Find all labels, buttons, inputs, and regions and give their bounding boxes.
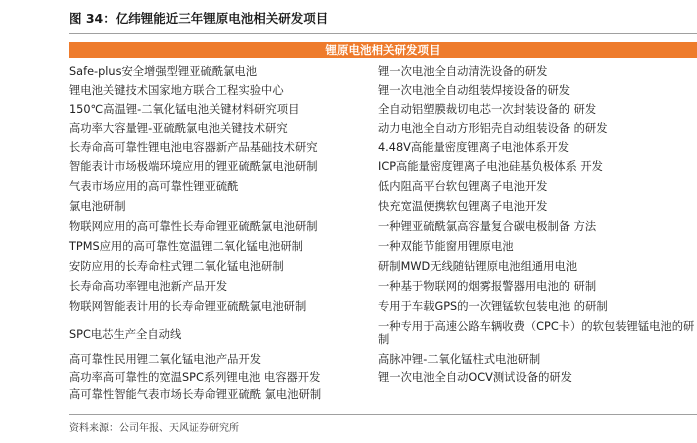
figure-title: 图 34：亿纬锂能近三年锂原电池相关研发项目 [69, 11, 329, 26]
project-right: 高脉冲锂-二氧化锰柱式电池研制 [378, 353, 541, 366]
project-right: 一种锂亚硫酰氯高容量复合碳电极制备 方法 [378, 220, 597, 233]
project-left: SPC电芯生产全自动线 [69, 328, 182, 341]
project-right: ICP高能量密度锂离子电池硅基负极体系 开发 [378, 160, 603, 173]
table-row [69, 277, 697, 296]
project-right: 锂一次电池全自动OCV测试设备的研发 [378, 371, 572, 384]
table-row [69, 157, 697, 176]
project-left: 长寿命高可靠性锂电池电容器新产品基础技术研究 [69, 141, 318, 154]
project-left: 氯电池研制 [69, 200, 126, 213]
table-row [69, 297, 697, 316]
project-right: 全自动铝塑膜裁切电芯一次封装设备的 研发 [378, 103, 597, 116]
table-row [69, 350, 697, 369]
project-right: 动力电池全自动方形铝壳自动组装设备 的研发 [378, 122, 608, 135]
table-row [69, 138, 697, 157]
project-right: 快充宽温便携软包锂离子电池开发 [378, 200, 548, 213]
project-left: 高功率高可靠性的宽温SPC系列锂电池 电容器开发 [69, 371, 321, 384]
table-row [69, 257, 697, 276]
bottom-divider [69, 414, 697, 415]
project-left: 气表市场应用的高可靠性锂亚硫酰 [69, 180, 239, 193]
table-row [69, 197, 697, 216]
project-left: 安防应用的长寿命柱式锂二氧化锰电池研制 [69, 260, 284, 273]
project-right: 一种基于物联网的烟雾报警器用电池的 研制 [378, 280, 597, 293]
table-row [69, 119, 697, 138]
table-row [69, 81, 697, 100]
project-right: 一种专用于高速公路车辆收费（CPC卡）的软包装锂锰电池的研制 [378, 320, 695, 346]
project-left: 物联网应用的高可靠性长寿命锂亚硫酰氯电池研制 [69, 220, 318, 233]
table-row [69, 385, 697, 404]
table-row [69, 177, 697, 196]
table-row [69, 217, 697, 236]
table-row [69, 100, 697, 119]
project-left: 高可靠性民用锂二氧化锰电池产品开发 [69, 353, 262, 366]
project-left: Safe-plus安全增强型锂亚硫酰氯电池 [69, 65, 258, 78]
project-right: 专用于车载GPS的一次锂锰软包装电池 的研制 [378, 300, 608, 313]
project-left: 物联网智能表计用的长寿命锂亚硫酰氯电池研制 [69, 300, 307, 313]
project-left: 智能表计市场极端环境应用的锂亚硫酰氯电池研制 [69, 160, 318, 173]
project-right: 一种双能节能窗用锂原电池 [378, 240, 514, 253]
project-left: 高功率大容量锂-亚硫酰氯电池关键技术研究 [69, 122, 288, 135]
source-note: 资料来源：公司年报、天风证券研究所 [69, 423, 239, 434]
project-right: 低内阻高平台软包锂离子电池开发 [378, 180, 548, 193]
project-left: TPMS应用的高可靠性宽温锂二氧化锰电池研制 [69, 240, 303, 253]
project-right: 锂一次电池全自动清洗设备的研发 [378, 65, 548, 78]
project-right: 研制MWD无线随钻锂原电池组通用电池 [378, 260, 578, 273]
table-row [69, 237, 697, 256]
table-row [69, 320, 697, 348]
project-left: 150℃高温锂-二氧化锰电池关键材料研究项目 [69, 103, 300, 116]
table-header: 锂原电池相关研发项目 [69, 42, 697, 58]
project-right: 锂一次电池全自动组装焊接设备的研发 [378, 84, 571, 97]
project-left: 锂电池关键技术国家地方联合工程实验中心 [69, 84, 284, 97]
table-row [69, 62, 697, 81]
title-divider [69, 33, 697, 34]
project-left: 高可靠性智能气表市场长寿命锂亚硫酰 氯电池研制 [69, 388, 322, 401]
project-right: 4.48V高能量密度锂离子电池体系开发 [378, 141, 570, 154]
project-left: 长寿命高功率锂电池新产品开发 [69, 280, 228, 293]
